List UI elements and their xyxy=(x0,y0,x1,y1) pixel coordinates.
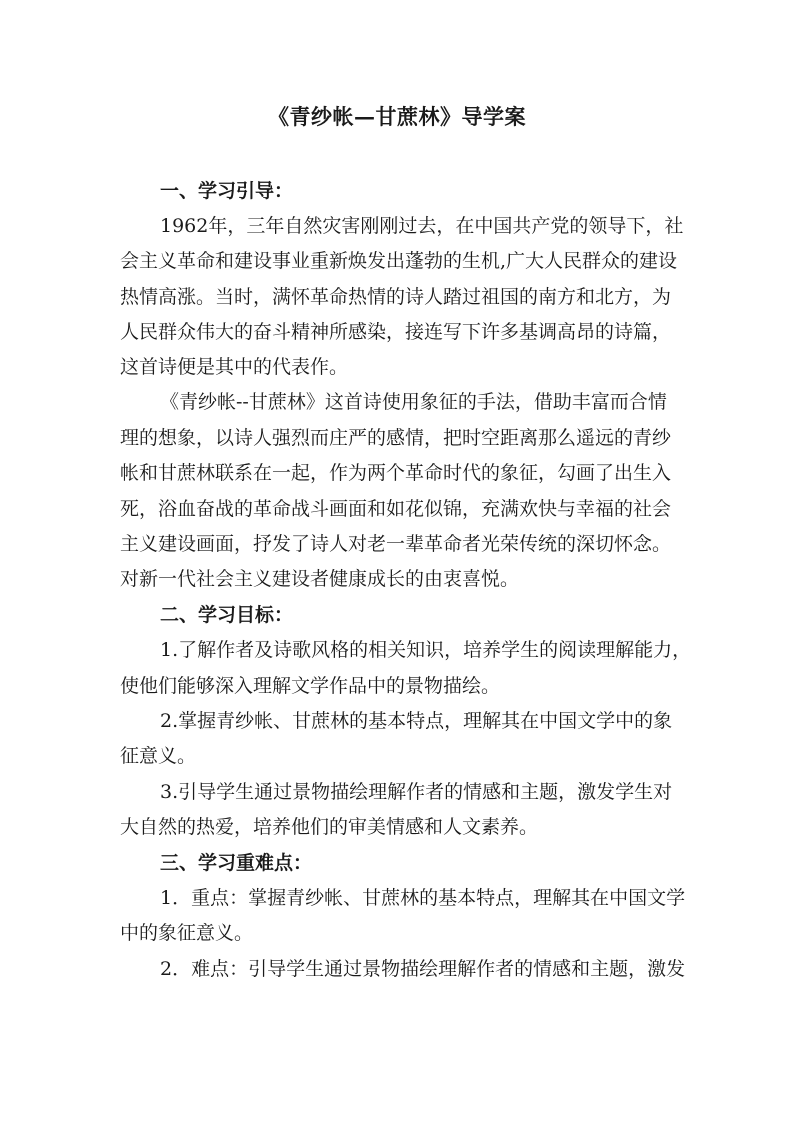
document-title: 《青纱帐—甘蔗林》导学案 xyxy=(268,104,526,129)
paragraph-line: 1962年，三年自然灾害刚刚过去，在中国共产党的领导下，社 xyxy=(160,215,684,237)
paragraph-line: 《青纱帐--甘蔗林》这首诗使用象征的手法，借助丰富而合情 xyxy=(160,391,667,413)
paragraph-line: 人民群众伟大的奋斗精神所感染，接连写下许多基调高昂的诗篇， xyxy=(120,321,672,343)
paragraph-line: 理的想象，以诗人强烈而庄严的感情，把时空距离那么遥远的青纱 xyxy=(120,427,672,449)
paragraph-line: 主义建设画面，抒发了诗人对老一辈革命者光荣传统的深切怀念。 xyxy=(120,533,672,555)
paragraph-line: 3.引导学生通过景物描绘理解作者的情感和主题，激发学生对 xyxy=(160,781,673,803)
paragraph-line: 2．难点：引导学生通过景物描绘理解作者的情感和主题，激发 xyxy=(160,958,686,980)
paragraph-line: 会主义革命和建设事业重新焕发出蓬勃的生机,广大人民群众的建设 xyxy=(120,250,678,272)
section-heading-key-points: 三、学习重难点： xyxy=(160,852,313,874)
paragraph-line: 这首诗便是其中的代表作。 xyxy=(120,356,349,378)
section-heading-guide: 一、学习引导： xyxy=(160,180,294,202)
paragraph-line: 中的象征意义。 xyxy=(120,922,254,944)
paragraph-line: 征意义。 xyxy=(120,745,197,767)
paragraph-line: 1.了解作者及诗歌风格的相关知识，培养学生的阅读理解能力， xyxy=(160,639,692,661)
paragraph-line: 使他们能够深入理解文学作品中的景物描绘。 xyxy=(120,675,501,697)
paragraph-line: 2.掌握青纱帐、甘蔗林的基本特点，理解其在中国文学中的象 xyxy=(160,710,673,732)
paragraph-line: 帐和甘蔗林联系在一起，作为两个革命时代的象征，勾画了出生入 xyxy=(120,462,672,484)
paragraph-line: 大自然的热爱，培养他们的审美情感和人文素养。 xyxy=(120,816,539,838)
paragraph-line: 1．重点：掌握青纱帐、甘蔗林的基本特点，理解其在中国文学 xyxy=(160,887,686,909)
paragraph-line: 死，浴血奋战的革命战斗画面和如花似锦，充满欢快与幸福的社会 xyxy=(120,498,672,520)
paragraph-line: 热情高涨。当时，满怀革命热情的诗人踏过祖国的南方和北方，为 xyxy=(120,286,672,308)
paragraph-line: 对新一代社会主义建设者健康成长的由衷喜悦。 xyxy=(120,568,520,590)
section-heading-objectives: 二、学习目标： xyxy=(160,604,294,626)
